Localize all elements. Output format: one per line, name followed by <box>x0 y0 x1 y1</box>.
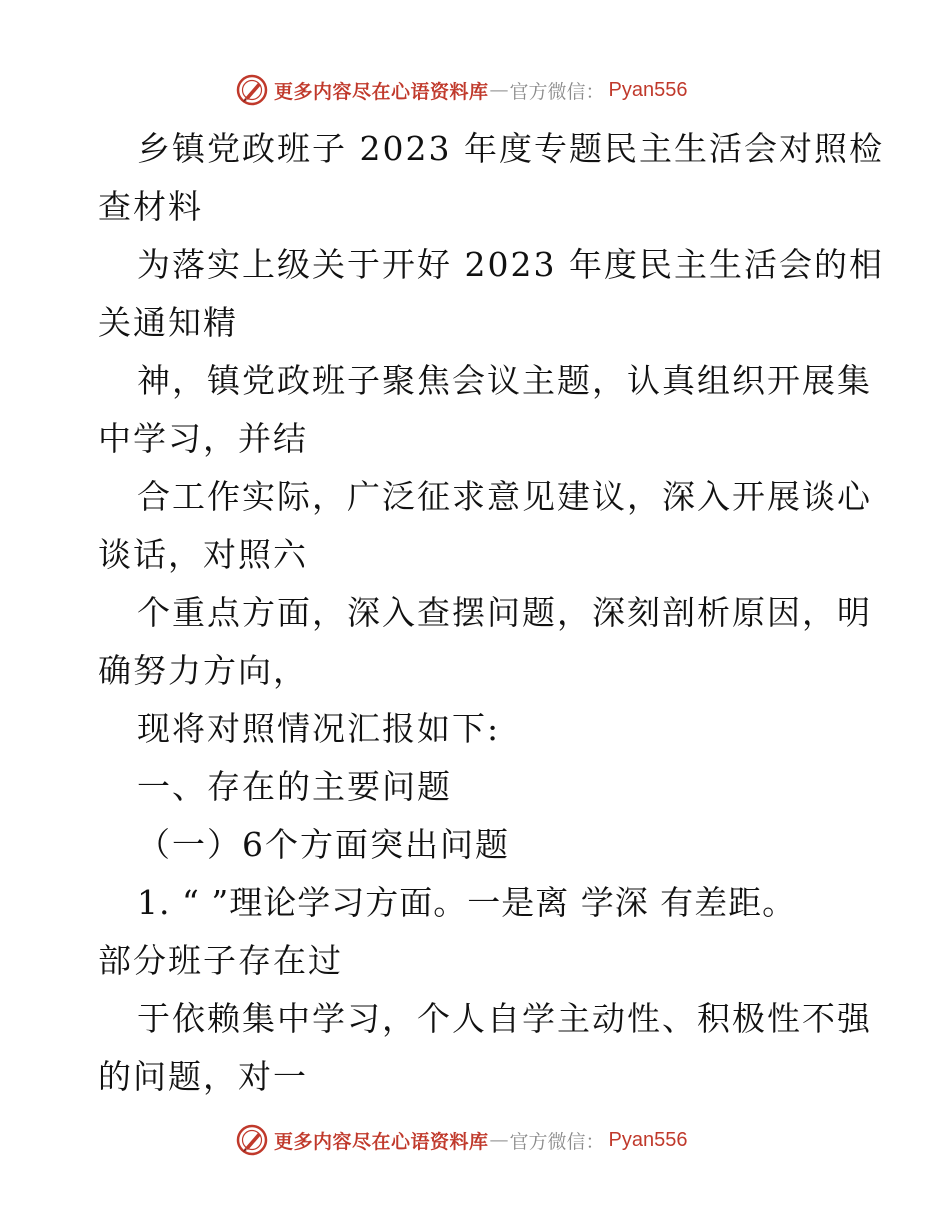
paragraph-line: 现将对照情况汇报如下: <box>137 709 501 748</box>
paragraph-line: 1. “ ”理论学习方面。一是离 学深 有差距。 <box>137 883 797 922</box>
header-banner <box>236 72 688 108</box>
site-name: 更多内容尽在心语资料库 <box>274 1130 489 1153</box>
banner-dash: — <box>489 79 509 101</box>
paragraph-line: 于依赖集中学习，个人自学主动性、积极性不强 <box>137 999 872 1038</box>
footer-banner <box>236 1122 688 1158</box>
paragraph-line: 谈话，对照六 <box>98 535 308 574</box>
subsection-heading: （一）6个方面突出问题 <box>137 825 510 864</box>
paragraph-line: 部分班子存在过 <box>98 941 343 980</box>
quill-pen-seal-icon <box>236 1124 268 1156</box>
paragraph-line: 关通知精 <box>98 303 238 342</box>
document-body <box>98 120 884 1106</box>
wechat-label: 官方微信： <box>509 1130 605 1153</box>
wechat-label: 官方微信： <box>509 80 605 103</box>
banner-dash: — <box>489 1129 509 1151</box>
paragraph-line: 的问题，对一 <box>98 1057 308 1096</box>
wechat-id: Pyan556 <box>608 1128 688 1151</box>
paragraph-line: 为落实上级关于开好 2023 年度民主生活会的相 <box>137 245 884 284</box>
doc-title-line-1: 乡镇党政班子 2023 年度专题民主生活会对照检 <box>137 129 884 168</box>
paragraph-line: 合工作实际，广泛征求意见建议，深入开展谈心 <box>137 477 872 516</box>
paragraph-line: 个重点方面，深入查摆问题，深刻剖析原因，明 <box>137 593 872 632</box>
paragraph-line: 中学习，并结 <box>98 419 308 458</box>
doc-title-line-2: 查材料 <box>98 187 203 226</box>
site-name: 更多内容尽在心语资料库 <box>274 80 489 103</box>
paragraph-line: 确努力方向， <box>98 651 308 690</box>
paragraph-line: 神，镇党政班子聚焦会议主题，认真组织开展集 <box>137 361 872 400</box>
wechat-id: Pyan556 <box>608 78 688 101</box>
quill-pen-seal-icon <box>236 74 268 106</box>
section-heading: 一、存在的主要问题 <box>137 767 452 806</box>
